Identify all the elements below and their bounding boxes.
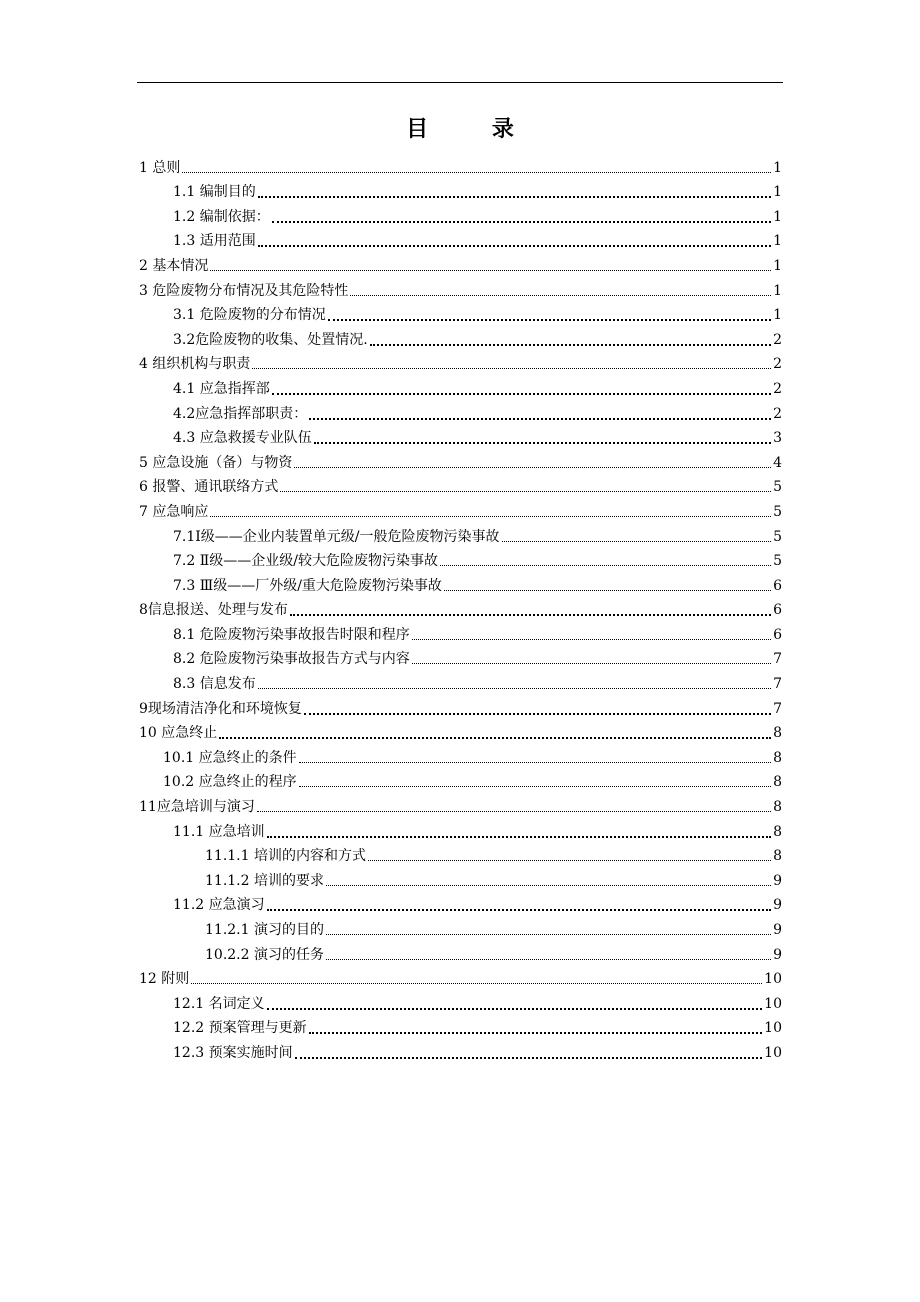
toc-entry[interactable] [137,1037,782,1062]
toc-entry-page-number: 8 [773,774,782,791]
toc-entry[interactable] [137,865,782,890]
toc-entry-title: 1.3 适用范围 [173,233,256,250]
toc-entry[interactable] [137,300,782,325]
dot-leader [304,713,771,715]
toc-entry[interactable] [137,791,782,816]
toc-entry[interactable] [137,767,782,792]
toc-entry[interactable] [137,423,782,448]
dot-leader [444,590,771,591]
toc-entry-title: 7.1Ⅰ级——企业内装置单元级/一般危险废物污染事故 [173,528,500,545]
toc-entry[interactable] [137,447,782,472]
toc-entry-title: 12 附则 [139,971,190,988]
toc-entry[interactable] [137,275,782,300]
toc-entry[interactable] [137,546,782,571]
dot-leader [290,614,771,616]
toc-entry-page-number: 8 [773,799,782,816]
toc-entry-title: 1 总则 [139,159,181,176]
header-rule [137,82,783,83]
toc-entry[interactable] [137,521,782,546]
dot-leader [280,491,771,492]
dot-leader [267,909,771,911]
dot-leader [272,393,771,395]
toc-entry-page-number: 7 [773,676,782,693]
toc-entry-title: 11.1.1 培训的内容和方式 [205,848,366,865]
toc-entry-title: 10.2.2 演习的任务 [205,946,324,963]
toc-entry[interactable] [137,939,782,964]
dot-leader [219,737,771,739]
toc-entry[interactable] [137,742,782,767]
toc-entry-page-number: 4 [773,454,782,471]
toc-entry-page-number: 1 [773,208,782,225]
dot-leader [309,418,771,420]
toc-entry-page-number: 6 [773,577,782,594]
toc-entry[interactable] [137,152,782,177]
dot-leader [412,639,771,640]
toc-entry-title: 11应急培训与演习 [139,799,255,816]
dot-leader [368,860,771,861]
toc-entry[interactable] [137,816,782,841]
dot-leader [309,1032,763,1034]
toc-entry-page-number: 10 [764,995,782,1012]
toc-entry[interactable] [137,250,782,275]
dot-leader [412,663,771,664]
toc-entry-page-number: 5 [773,553,782,570]
toc-entry-title: 12.1 名词定义 [173,995,265,1012]
toc-entry-page-number: 3 [773,430,782,447]
toc-entry-title: 10.2 应急终止的程序 [163,774,297,791]
toc-entry-page-number: 6 [773,626,782,643]
toc-entry-title: 7 应急响应 [139,503,209,520]
dot-leader [299,786,771,787]
toc-entry-title: 11.1 应急培训 [173,823,265,840]
dot-leader [267,836,771,838]
dot-leader [502,541,772,542]
dot-leader [258,245,771,247]
toc-entry-page-number: 1 [773,307,782,324]
toc-entry[interactable] [137,201,782,226]
toc-entry-title: 10 应急终止 [139,725,218,742]
toc-entry-page-number: 8 [773,823,782,840]
toc-entry-title: 12.2 预案管理与更新 [173,1020,307,1037]
toc-entry-title: 4.2应急指挥部职责： [173,405,308,422]
toc-entry-page-number: 10 [764,971,782,988]
toc-entry-page-number: 10 [764,1044,782,1061]
toc-entry[interactable] [137,177,782,202]
toc-entry-title: 1.1 编制目的 [173,184,256,201]
toc-entry-page-number: 6 [773,602,782,619]
toc-entry-title: 8.1 危险废物污染事故报告时限和程序 [173,626,410,643]
toc-entry-title: 3.1 危险废物的分布情况 [173,307,326,324]
toc-entry[interactable] [137,718,782,743]
dot-leader [258,688,771,689]
toc-entry[interactable] [137,841,782,866]
toc-entry[interactable] [137,693,782,718]
toc-entry-page-number: 9 [773,897,782,914]
toc-entry-title: 9现场清洁净化和环境恢复 [139,700,302,717]
toc-entry-title: 4.3 应急救援专业队伍 [173,430,312,447]
dot-leader [210,270,771,271]
dot-leader [210,516,771,517]
toc-entry-page-number: 2 [773,405,782,422]
toc-entry-page-number: 5 [773,503,782,520]
toc-entry[interactable] [137,1013,782,1038]
toc-entry-page-number: 5 [773,528,782,545]
toc-entry-title: 11.2 应急演习 [173,897,265,914]
toc-entry[interactable] [137,349,782,374]
dot-leader [326,934,771,935]
toc-entry-page-number: 2 [773,356,782,373]
toc-entry-page-number: 1 [773,233,782,250]
toc-entry-page-number: 2 [773,380,782,397]
dot-leader [314,442,771,444]
toc-entry[interactable] [137,570,782,595]
toc-entry-page-number: 1 [773,184,782,201]
toc-entry-title: 8.2 危险废物污染事故报告方式与内容 [173,651,410,668]
toc-entry-title: 8信息报送、处理与发布 [139,602,288,619]
toc-entry-title: 7.2 Ⅱ级——企业级/较大危险废物污染事故 [173,553,438,570]
dot-leader [272,221,771,223]
toc-entry-title: 4 组织机构与职责 [139,356,251,373]
toc-entry-title: 4.1 应急指挥部 [173,380,270,397]
dot-leader [294,467,771,468]
toc-entry[interactable] [137,595,782,620]
toc-entry-page-number: 8 [773,848,782,865]
toc-entry-page-number: 1 [773,282,782,299]
toc-entry-page-number: 9 [773,922,782,938]
toc-entry-title: 2 基本情况 [139,257,209,274]
toc-entry-title: 11.1.2 培训的要求 [205,872,324,889]
toc-entry-page-number: 2 [773,331,782,348]
toc-entry[interactable] [137,914,782,939]
toc-entry[interactable] [137,398,782,423]
dot-leader [326,959,771,960]
table-of-contents [137,152,782,1062]
dot-leader [267,1008,763,1010]
toc-entry[interactable] [137,226,782,251]
toc-entry-title: 1.2 编制依据： [173,208,270,225]
toc-entry-page-number: 5 [773,479,782,496]
toc-entry[interactable] [137,964,782,989]
toc-entry-page-number: 9 [773,872,782,889]
toc-entry[interactable] [137,472,782,497]
dot-leader [328,319,771,321]
dot-leader [257,811,771,812]
toc-entry-page-number: 7 [773,700,782,717]
dot-leader [182,172,771,173]
toc-entry[interactable] [137,890,782,915]
dot-leader [295,1057,763,1059]
toc-entry-page-number: 9 [773,946,782,963]
toc-entry[interactable] [137,496,782,521]
toc-entry[interactable] [137,373,782,398]
toc-entry-title: 3 危险废物分布情况及其危险特性 [139,282,349,299]
toc-entry[interactable] [137,988,782,1013]
toc-entry-title: 12.3 预案实施时间 [173,1044,293,1061]
toc-entry[interactable] [137,619,782,644]
toc-entry-title: 6 报警、通讯联络方式 [139,479,279,496]
toc-entry[interactable] [137,324,782,349]
dot-leader [326,885,771,886]
toc-entry-page-number: 7 [773,651,782,668]
toc-entry-title: 8.3 信息发布 [173,676,256,693]
toc-entry-page-number: 8 [773,749,782,766]
toc-entry-title: 3.2危险废物的收集、处置情况. [173,331,368,348]
dot-leader [440,565,771,566]
toc-entry-page-number: 1 [773,159,782,176]
toc-entry[interactable] [137,644,782,669]
toc-entry-page-number: 10 [764,1020,782,1037]
dot-leader [370,344,771,346]
dot-leader [191,983,762,984]
dot-leader [258,196,771,198]
toc-entry-title: 7.3 Ⅲ级——厂外级/重大危险废物污染事故 [173,577,442,594]
dot-leader [350,295,771,296]
toc-entry-title: 10.1 应急终止的条件 [163,749,297,766]
page-title: 目 录 [406,116,542,142]
toc-entry-title: 11.2.1 演习的目的 [205,922,324,938]
toc-entry-page-number: 1 [773,257,782,274]
dot-leader [299,762,771,763]
toc-entry-title: 5 应急设施（备）与物资 [139,454,293,471]
toc-entry[interactable] [137,668,782,693]
toc-entry-page-number: 8 [773,725,782,742]
dot-leader [252,368,771,369]
